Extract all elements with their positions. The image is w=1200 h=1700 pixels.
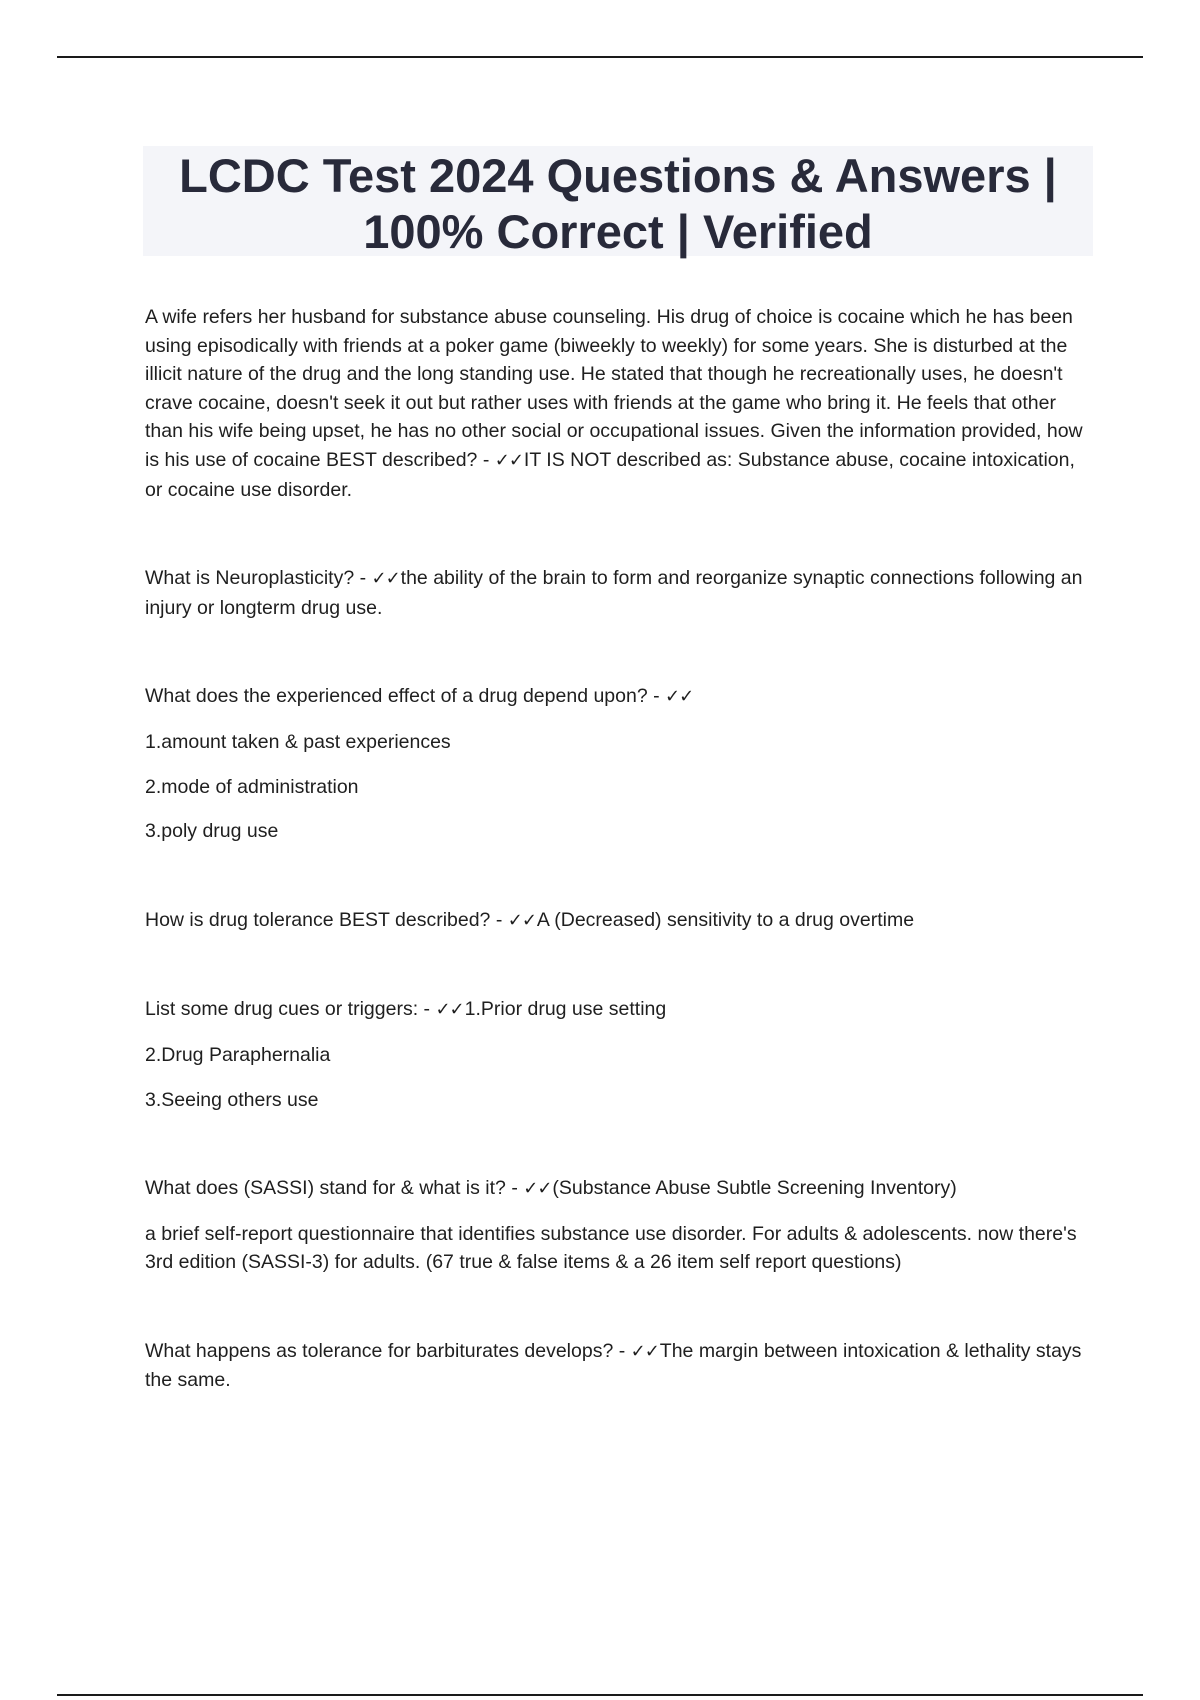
answer-text: 1.Prior drug use setting (464, 998, 667, 1021)
double-check-icon: ✓✓ (435, 999, 464, 1021)
double-check-icon: ✓✓ (523, 1178, 552, 1200)
answer-text: the ability of the brain to form and reorganize synaptic connections following an injury or longterm drug use. (145, 567, 1083, 619)
answer-text: A (Decreased) sensitivity to a drug overtime (536, 908, 915, 931)
answer-text: IT IS NOT described as: Substance abuse, cocaine intoxication, or cocaine use disorder. (145, 448, 1075, 501)
top-rule (57, 56, 1143, 58)
question-text: A wife refers her husband for substance abuse counseling. His drug of choice is cocaine which he has been using episodically with friends at a poker game (biweekly to weekly) for some years. She is disturbed at the illicit nature of the drug and the long standing use. He stated that though he recreationally uses, he doesn't crave cocaine, doesn't seek it out but rather uses with friends at the game who bring it. He feels that other than his wife being upset, he has no other social or occupational issues. Given the information provided, how is his use of cocaine BEST described? - (145, 306, 1083, 471)
qa-item (145, 1337, 1095, 1395)
qa-question-line (145, 995, 1095, 1025)
document-title-line-2: 100% Correct | Verified (363, 205, 873, 258)
qa-item (145, 1174, 1095, 1277)
answer-text: The margin between intoxication & lethality stays the same. (145, 1339, 1082, 1392)
double-check-icon: ✓✓ (494, 449, 523, 471)
answer-line: a brief self-report questionnaire that identifies substance use disorder. For adults & adolescents. now there's 3rd edition (SASSI-3) for adults. (67 true & false items & a 26 item self report questions) (145, 1222, 1077, 1274)
double-check-icon: ✓✓ (665, 686, 694, 708)
answer-text: (Substance Abuse Subtle Screening Inventory) (552, 1177, 957, 1200)
answer-line: 2.Drug Paraphernalia (145, 1043, 331, 1066)
qa-question-line (145, 1337, 1095, 1395)
question-text: What is Neuroplasticity? - (145, 567, 372, 590)
answer-line: 3.poly drug use (145, 820, 279, 843)
question-text: How is drug tolerance BEST described? - (145, 908, 508, 931)
bottom-rule (57, 1694, 1143, 1696)
double-check-icon: ✓✓ (371, 568, 400, 590)
answer-line: 3.Seeing others use (145, 1088, 319, 1111)
qa-question-line (145, 303, 1095, 504)
double-check-icon: ✓✓ (630, 1340, 659, 1362)
qa-item (145, 564, 1095, 622)
document-title-line-1: LCDC Test 2024 Questions & Answers | (179, 149, 1057, 202)
qa-item (145, 995, 1095, 1114)
title-banner (143, 146, 1093, 256)
question-text: What does (SASSI) stand for & what is it? - (145, 1177, 524, 1200)
document-title (143, 148, 1093, 260)
qa-list (145, 303, 1095, 1455)
qa-question-line (145, 682, 1095, 712)
answer-line: 1.amount taken & past experiences (145, 730, 451, 753)
qa-question-line (145, 564, 1095, 622)
qa-item (145, 303, 1095, 504)
qa-item (145, 906, 1095, 936)
question-text: List some drug cues or triggers: - (145, 998, 436, 1021)
qa-item (145, 682, 1095, 845)
qa-question-line (145, 1174, 1095, 1204)
question-text: What does the experienced effect of a drug depend upon? - (145, 685, 666, 708)
qa-question-line (145, 906, 1095, 936)
answer-line: 2.mode of administration (145, 775, 359, 798)
question-text: What happens as tolerance for barbiturates develops? - (145, 1339, 631, 1362)
double-check-icon: ✓✓ (507, 909, 536, 931)
